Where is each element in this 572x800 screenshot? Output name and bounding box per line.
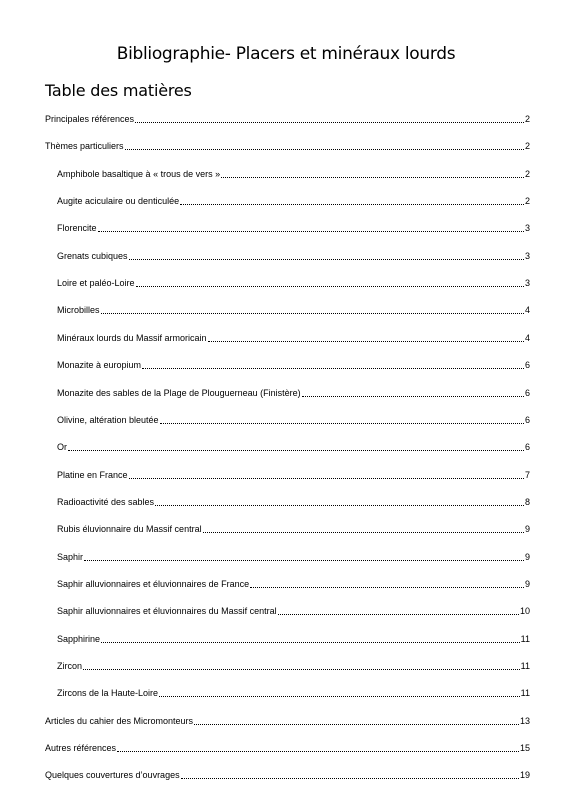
toc-entry-page-number: 6 xyxy=(524,360,530,370)
toc-entry[interactable] xyxy=(57,441,530,453)
toc-entry-page-number: 11 xyxy=(520,634,530,644)
toc-entry-page-number: 11 xyxy=(520,688,530,698)
toc-entry[interactable] xyxy=(57,523,530,535)
toc-dot-leader xyxy=(250,587,524,588)
toc-dot-leader xyxy=(142,368,524,369)
toc-entry-label: Microbilles xyxy=(57,305,100,315)
toc-entry[interactable] xyxy=(57,414,530,426)
toc-dot-leader xyxy=(194,724,519,725)
toc-entry-label: Monazite des sables de la Plage de Plouguerneau (Finistère) xyxy=(57,388,301,398)
toc-entry-page-number: 13 xyxy=(519,716,530,726)
toc-entry[interactable] xyxy=(57,660,530,672)
toc-dot-leader xyxy=(83,669,520,670)
toc-entry-page-number: 6 xyxy=(524,415,530,425)
toc-entry[interactable] xyxy=(57,387,530,399)
toc-entry-label: Olivine, altération bleutée xyxy=(57,415,159,425)
toc-entry-label: Autres références xyxy=(45,743,117,753)
toc-entry-label: Augite aciculaire ou denticulée xyxy=(57,196,180,206)
toc-entry-page-number: 4 xyxy=(524,305,530,315)
toc-dot-leader xyxy=(160,423,524,424)
document-title: Bibliographie- Placers et minéraux lourds xyxy=(116,44,456,64)
toc-entry-label: Grenats cubiques xyxy=(57,251,128,261)
toc-dot-leader xyxy=(101,313,524,314)
toc-entry-label: Saphir alluvionnaires et éluvionnaires du Massif central xyxy=(57,606,277,616)
toc-dot-leader xyxy=(129,259,524,260)
toc-dot-leader xyxy=(159,696,520,697)
toc-entry[interactable] xyxy=(57,633,530,645)
toc-entry-page-number: 9 xyxy=(524,524,530,534)
toc-entry[interactable] xyxy=(57,222,530,234)
toc-entry-label: Zircons de la Haute-Loire xyxy=(57,688,159,698)
toc-entry-page-number: 2 xyxy=(524,114,530,124)
toc-entry-page-number: 6 xyxy=(524,442,530,452)
toc-entry[interactable] xyxy=(57,250,530,262)
toc-entry-label: Minéraux lourds du Massif armoricain xyxy=(57,333,207,343)
toc-entry-page-number: 7 xyxy=(524,470,530,480)
toc-entry[interactable] xyxy=(57,168,530,180)
toc-entry-label: Zircon xyxy=(57,661,83,671)
toc-entry-label: Monazite à europium xyxy=(57,360,142,370)
toc-entry[interactable] xyxy=(57,469,530,481)
toc-dot-leader xyxy=(155,505,524,506)
toc-entry[interactable] xyxy=(57,578,530,590)
toc-entry-label: Platine en France xyxy=(57,470,128,480)
toc-entry-page-number: 15 xyxy=(519,743,530,753)
toc-entry-label: Quelques couvertures d’ouvrages xyxy=(45,770,180,780)
toc-entry-label: Radioactivité des sables xyxy=(57,497,155,507)
toc-entry-label: Amphibole basaltique à « trous de vers » xyxy=(57,169,221,179)
toc-entry-page-number: 2 xyxy=(524,169,530,179)
toc-dot-leader xyxy=(125,149,524,150)
toc-entry[interactable] xyxy=(45,140,530,152)
toc-entry[interactable] xyxy=(57,304,530,316)
toc-entry-label: Saphir alluvionnaires et éluvionnaires de France xyxy=(57,579,250,589)
toc-entry[interactable] xyxy=(57,195,530,207)
toc-heading: Table des matières xyxy=(45,81,192,100)
toc-entry-page-number: 3 xyxy=(524,251,530,261)
toc-entry-page-number: 11 xyxy=(520,661,530,671)
toc-entry-label: Rubis éluvionnaire du Massif central xyxy=(57,524,202,534)
toc-entry-page-number: 3 xyxy=(524,278,530,288)
toc-entry-page-number: 9 xyxy=(524,579,530,589)
toc-entry[interactable] xyxy=(57,605,530,617)
toc-dot-leader xyxy=(68,450,524,451)
toc-entry-page-number: 19 xyxy=(519,770,530,780)
toc-entry[interactable] xyxy=(57,687,530,699)
toc-entry[interactable] xyxy=(57,277,530,289)
toc-dot-leader xyxy=(135,122,524,123)
toc-entry-page-number: 2 xyxy=(524,196,530,206)
toc-dot-leader xyxy=(136,286,524,287)
toc-entry-page-number: 10 xyxy=(519,606,530,616)
toc-entry-label: Articles du cahier des Micromonteurs xyxy=(45,716,194,726)
toc-dot-leader xyxy=(117,751,519,752)
toc-entry[interactable] xyxy=(45,715,530,727)
toc-entry-label: Principales références xyxy=(45,114,135,124)
toc-entry-label: Saphir xyxy=(57,552,84,562)
toc-entry-page-number: 3 xyxy=(524,223,530,233)
toc-entry-label: Florencite xyxy=(57,223,97,233)
toc-entry-page-number: 8 xyxy=(524,497,530,507)
toc-entry-page-number: 4 xyxy=(524,333,530,343)
toc-entry-label: Loire et paléo-Loire xyxy=(57,278,135,288)
toc-entry-label: Sapphirine xyxy=(57,634,101,644)
toc-dot-leader xyxy=(181,778,519,779)
toc-entry-page-number: 6 xyxy=(524,388,530,398)
toc-entry-page-number: 2 xyxy=(524,141,530,151)
toc-dot-leader xyxy=(98,231,524,232)
toc-entry-page-number: 9 xyxy=(524,552,530,562)
toc-entry[interactable] xyxy=(45,113,530,125)
toc-entry[interactable] xyxy=(57,359,530,371)
toc-dot-leader xyxy=(84,560,524,561)
toc-dot-leader xyxy=(203,532,524,533)
toc-dot-leader xyxy=(221,177,524,178)
toc-dot-leader xyxy=(302,396,524,397)
toc-entry[interactable] xyxy=(57,496,530,508)
toc-entry[interactable] xyxy=(57,551,530,563)
toc-dot-leader xyxy=(208,341,524,342)
toc-entry[interactable] xyxy=(45,742,530,754)
toc-entry[interactable] xyxy=(57,332,530,344)
toc-dot-leader xyxy=(101,642,520,643)
toc-dot-leader xyxy=(180,204,524,205)
toc-entry[interactable] xyxy=(45,769,530,781)
toc-entry-label: Thèmes particuliers xyxy=(45,141,124,151)
toc-entry-label: Or xyxy=(57,442,67,452)
toc-dot-leader xyxy=(129,478,524,479)
toc-dot-leader xyxy=(278,614,519,615)
